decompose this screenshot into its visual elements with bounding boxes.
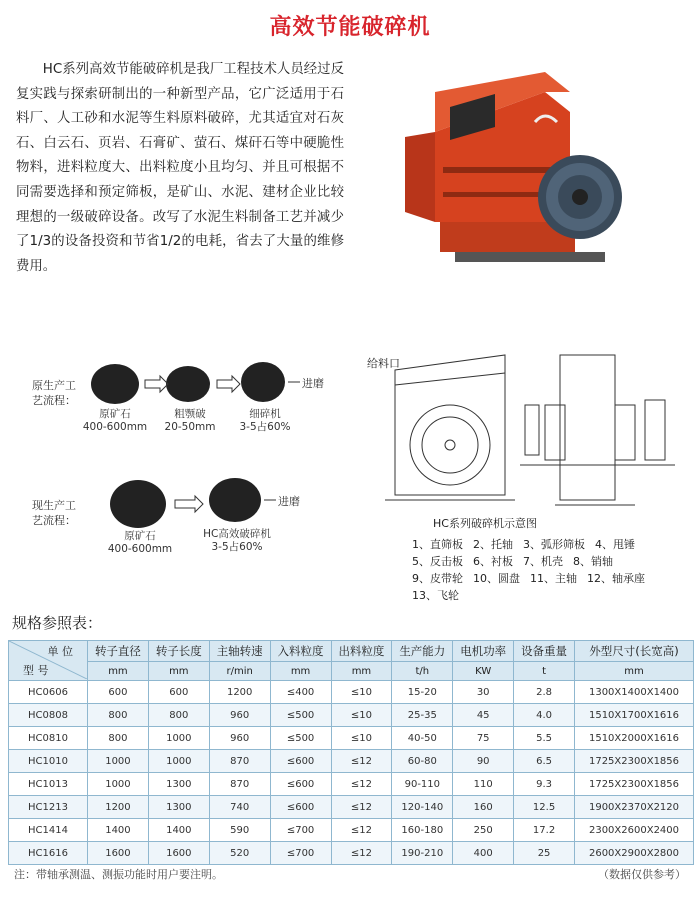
table-cell: ≤12 bbox=[331, 773, 392, 796]
old-step-2: 粗颚破 20-50mm bbox=[164, 408, 216, 433]
page-title: 高效节能破碎机 bbox=[269, 15, 431, 40]
table-cell: 5.5 bbox=[514, 727, 575, 750]
spec-header: 主轴转速 bbox=[209, 641, 270, 662]
legend-row: 1、直筛板 2、托轴 3、弧形筛板 4、甩锤 bbox=[412, 538, 635, 551]
model-cell: HC1013 bbox=[9, 773, 88, 796]
table-cell: 2.8 bbox=[514, 681, 575, 704]
table-cell: 6.5 bbox=[514, 750, 575, 773]
table-cell: 1300 bbox=[148, 773, 209, 796]
spec-header: 生产能力 bbox=[392, 641, 453, 662]
table-cell: ≤10 bbox=[331, 727, 392, 750]
table-cell: ≤500 bbox=[270, 704, 331, 727]
table-cell: 25 bbox=[514, 842, 575, 865]
arrow-icon bbox=[145, 376, 168, 392]
spec-header: 入料粒度 bbox=[270, 641, 331, 662]
table-cell: 590 bbox=[209, 819, 270, 842]
table-cell: 960 bbox=[209, 704, 270, 727]
table-cell: 110 bbox=[453, 773, 514, 796]
model-cell: HC0808 bbox=[9, 704, 88, 727]
table-cell: 800 bbox=[88, 704, 149, 727]
table-cell: ≤600 bbox=[270, 796, 331, 819]
arrow-icon bbox=[175, 496, 203, 512]
table-cell: 160 bbox=[453, 796, 514, 819]
table-cell: 1300X1400X1400 bbox=[575, 681, 694, 704]
table-cell: ≤500 bbox=[270, 727, 331, 750]
new-step-2: HC高效破碎机 3-5占60% bbox=[203, 528, 271, 553]
table-cell: 1725X2300X1856 bbox=[575, 750, 694, 773]
spec-unit: mm bbox=[575, 662, 694, 681]
old-step-3: 细碎机 3-5占60% bbox=[239, 408, 291, 433]
table-cell: 90 bbox=[453, 750, 514, 773]
new-process-end: 进磨 bbox=[278, 495, 300, 508]
table-cell: 1000 bbox=[148, 727, 209, 750]
spec-header: 转子直径 bbox=[88, 641, 149, 662]
table-cell: 90-110 bbox=[392, 773, 453, 796]
table-cell: 1200 bbox=[88, 796, 149, 819]
table-cell: 1900X2370X2120 bbox=[575, 796, 694, 819]
table-cell: ≤600 bbox=[270, 773, 331, 796]
table-cell: 1300 bbox=[148, 796, 209, 819]
table-cell: 520 bbox=[209, 842, 270, 865]
table-cell: 740 bbox=[209, 796, 270, 819]
table-cell: 600 bbox=[88, 681, 149, 704]
table-cell: 800 bbox=[88, 727, 149, 750]
fine-rock-icon bbox=[209, 478, 261, 522]
crusher-machine-illustration bbox=[395, 72, 631, 268]
table-cell: 800 bbox=[148, 704, 209, 727]
process-flow bbox=[10, 352, 340, 555]
model-cell: HC1010 bbox=[9, 750, 88, 773]
table-row bbox=[9, 796, 694, 819]
reference-note: （数据仅供参考） bbox=[598, 868, 686, 881]
table-cell: 600 bbox=[148, 681, 209, 704]
table-cell: 1000 bbox=[88, 773, 149, 796]
table-cell: 1400 bbox=[88, 819, 149, 842]
legend-row: 13、飞轮 bbox=[412, 589, 459, 602]
table-cell: 1600 bbox=[148, 842, 209, 865]
table-cell: 1000 bbox=[148, 750, 209, 773]
spec-header: 设备重量 bbox=[514, 641, 575, 662]
table-cell: 2600X2900X2800 bbox=[575, 842, 694, 865]
table-cell: 870 bbox=[209, 750, 270, 773]
ore-rock-icon bbox=[91, 364, 139, 404]
new-step-1: 原矿石 400-600mm bbox=[107, 530, 173, 555]
arrow-icon bbox=[217, 376, 240, 392]
spec-unit: mm bbox=[331, 662, 392, 681]
table-cell: 1000 bbox=[88, 750, 149, 773]
spec-unit: r/min bbox=[209, 662, 270, 681]
table-cell: 75 bbox=[453, 727, 514, 750]
spec-table-title: 规格参照表： bbox=[12, 614, 103, 632]
table-cell: 1510X2000X1616 bbox=[575, 727, 694, 750]
table-cell: 45 bbox=[453, 704, 514, 727]
table-cell: ≤10 bbox=[331, 681, 392, 704]
table-cell: ≤400 bbox=[270, 681, 331, 704]
table-cell: ≤600 bbox=[270, 750, 331, 773]
table-cell: 1600 bbox=[88, 842, 149, 865]
fine-rock-icon bbox=[241, 362, 285, 402]
table-cell: ≤700 bbox=[270, 842, 331, 865]
table-cell: 4.0 bbox=[514, 704, 575, 727]
spec-header: 转子长度 bbox=[148, 641, 209, 662]
table-row bbox=[9, 842, 694, 865]
table-cell: 400 bbox=[453, 842, 514, 865]
spec-unit: t/h bbox=[392, 662, 453, 681]
table-cell: ≤12 bbox=[331, 796, 392, 819]
table-cell: 40-50 bbox=[392, 727, 453, 750]
table-cell: 15-20 bbox=[392, 681, 453, 704]
feed-inlet-label: 给料口 bbox=[367, 357, 400, 370]
table-cell: ≤10 bbox=[331, 704, 392, 727]
spec-header: 电机功率 bbox=[453, 641, 514, 662]
spec-header: 出料粒度 bbox=[331, 641, 392, 662]
table-cell: 30 bbox=[453, 681, 514, 704]
table-cell: 960 bbox=[209, 727, 270, 750]
table-cell: 25-35 bbox=[392, 704, 453, 727]
table-cell: ≤12 bbox=[331, 842, 392, 865]
table-cell: 160-180 bbox=[392, 819, 453, 842]
spec-unit: KW bbox=[453, 662, 514, 681]
model-cell: HC1213 bbox=[9, 796, 88, 819]
spec-table-body bbox=[9, 681, 694, 865]
spec-corner-cell: 单 位 型 号 bbox=[9, 641, 88, 681]
table-cell: 2300X2600X2400 bbox=[575, 819, 694, 842]
table-cell: 250 bbox=[453, 819, 514, 842]
table-row bbox=[9, 773, 694, 796]
old-step-1: 原矿石 400-600mm bbox=[82, 408, 148, 433]
spec-unit: mm bbox=[270, 662, 331, 681]
spec-unit: t bbox=[514, 662, 575, 681]
table-row bbox=[9, 704, 694, 727]
table-cell: 1725X2300X1856 bbox=[575, 773, 694, 796]
table-row bbox=[9, 681, 694, 704]
table-cell: 120-140 bbox=[392, 796, 453, 819]
table-cell: 190-210 bbox=[392, 842, 453, 865]
spec-unit: mm bbox=[148, 662, 209, 681]
table-row bbox=[9, 750, 694, 773]
table-cell: 1200 bbox=[209, 681, 270, 704]
spec-unit: mm bbox=[88, 662, 149, 681]
table-cell: 17.2 bbox=[514, 819, 575, 842]
model-cell: HC1616 bbox=[9, 842, 88, 865]
table-cell: ≤12 bbox=[331, 819, 392, 842]
model-cell: HC0810 bbox=[9, 727, 88, 750]
new-process-label: 现生产工艺流程： bbox=[32, 499, 76, 527]
table-cell: 60-80 bbox=[392, 750, 453, 773]
legend-row: 9、皮带轮 10、圆盘 11、主轴 12、轴承座 bbox=[412, 572, 645, 585]
table-cell: ≤700 bbox=[270, 819, 331, 842]
old-process-label: 原生产工艺流程： bbox=[32, 379, 76, 407]
table-cell: 1400 bbox=[148, 819, 209, 842]
ore-rock-icon bbox=[110, 480, 166, 528]
spec-header: 外型尺寸(长宽高) bbox=[575, 641, 694, 662]
table-cell: 12.5 bbox=[514, 796, 575, 819]
table-cell: 1510X1700X1616 bbox=[575, 704, 694, 727]
parts-legend bbox=[412, 536, 655, 604]
table-row bbox=[9, 727, 694, 750]
schematic-drawing bbox=[355, 345, 695, 515]
table-cell: 9.3 bbox=[514, 773, 575, 796]
table-cell: 870 bbox=[209, 773, 270, 796]
table-row bbox=[9, 819, 694, 842]
legend-row: 5、反击板 6、衬板 7、机壳 8、销轴 bbox=[412, 555, 613, 568]
model-cell: HC1414 bbox=[9, 819, 88, 842]
model-cell: HC0606 bbox=[9, 681, 88, 704]
schematic-caption: HC系列破碎机示意图 bbox=[433, 517, 537, 530]
old-process-end: 进磨 bbox=[302, 377, 324, 390]
table-cell: ≤12 bbox=[331, 750, 392, 773]
spec-table bbox=[8, 640, 694, 865]
intro-paragraph: HC系列高效节能破碎机是我厂工程技术人员经过反复实践与探索研制出的一种新型产品，它广泛适用于石料厂、人工砂和水泥等生料原料破碎，尤其适宜对石灰石、白云石、页岩、石膏矿、萤石、煤矸石等中硬脆性物料，进料粒度大、出料粒度小且均匀、并且可根据不同需要选择和预定筛板，是矿山、水泥、建材企业比较理想的一级破碎设备。改写了水泥生料制备工艺并减少了1/3的设备投资和节省1/2的电耗，省去了大量的维修费用。 bbox=[16, 62, 344, 274]
footnote: 注：带轴承测温、测振功能时用户要注明。 bbox=[14, 868, 223, 881]
coarse-rock-icon bbox=[166, 366, 210, 402]
